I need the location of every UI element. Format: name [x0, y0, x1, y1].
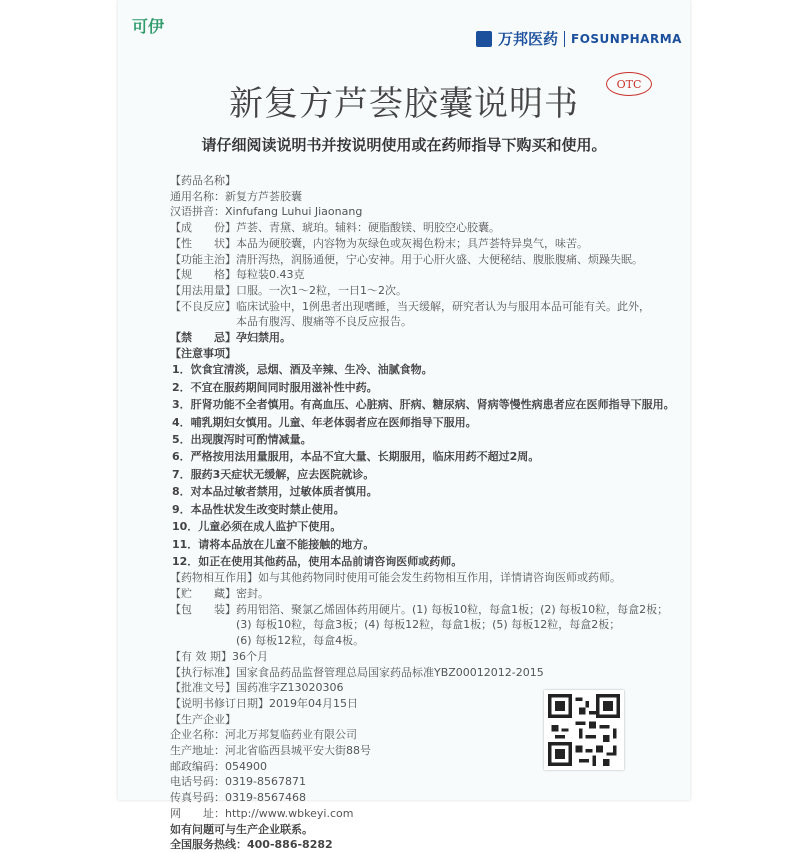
company-address: 生产地址：河北省临西县城平安大街88号 — [170, 744, 371, 758]
list-item: 3．肝肾功能不全者慎用。有高血压、心脏病、肝病、糖尿病、肾病等慢性病患者应在医师指导下服用。 — [172, 398, 675, 412]
list-item: 2．不宜在服药期间同时服用滋补性中药。 — [172, 380, 378, 394]
usage-notice: 请仔细阅读说明书并按说明使用或在药师指导下购买和使用。 — [201, 136, 607, 154]
validity: 【有 效 期】36个月 — [170, 649, 268, 663]
company-name: 企业名称：河北万邦复临药业有限公司 — [170, 728, 357, 742]
brand-name-cn: 万邦医药 — [498, 30, 559, 48]
appearance: 【性 状】本品为硬胶囊，内容物为灰绿色或灰褐色粉末；具芦荟特异臭气，味苦。 — [170, 236, 588, 250]
standard: 【执行标准】国家食品药品监督管理总局国家药品标准YBZ00012012-2015 — [170, 665, 544, 679]
page-title: 新复方芦荟胶囊说明书 — [229, 84, 579, 124]
indications: 【功能主治】清肝泻热，润肠通便，宁心安神。用于心肝火盛、大便秘结、腹胀腹痛、烦躁失眠。 — [170, 252, 643, 266]
list-item: 6．严格按用法用量服用，本品不宜大量、长期服用，临床用药不超过2周。 — [172, 450, 540, 464]
storage: 【贮 藏】密封。 — [170, 587, 269, 601]
approval-number: 【批准文号】国药准字Z13020306 — [170, 681, 344, 695]
website: 网 址：http://www.wbkeyi.com — [170, 806, 354, 820]
package-cont: (3) 每板10粒，每盒3板；(4) 每板12粒，每盒1板；(5) 每板12粒，每盒2板； — [170, 618, 621, 632]
precautions-list — [170, 361, 675, 570]
brand-name-en: FOSUNPHARMA — [571, 31, 682, 46]
fax: 传真号码：0319-8567468 — [170, 791, 306, 805]
drug-name-header: 【药品名称】 — [170, 174, 236, 187]
list-item: 8．对本品过敏者禁用，过敏体质者慎用。 — [172, 485, 378, 499]
pinyin-name: 汉语拼音：Xinfufang Luhui Jiaonang — [170, 205, 363, 219]
precautions-header: 【注意事项】 — [170, 346, 236, 360]
adverse-reactions: 【不良反应】临床试验中，1例患者出现嗜睡，当天缓解，研究者认为与服用本品可能有关。此外， — [170, 299, 650, 313]
package: 【包 装】药用铝箔、聚氯乙烯固体药用硬片。(1) 每板10粒，每盒1板；(2) 每板10粒，每盒2板； — [170, 602, 669, 616]
leaflet-sheet — [118, 0, 690, 852]
postcode: 邮政编码：054900 — [170, 759, 267, 773]
list-item: 10．儿童必须在成人监护下使用。 — [172, 520, 342, 534]
list-item: 1．饮食宜清淡，忌烟、酒及辛辣、生冷、油腻食物。 — [172, 363, 433, 377]
list-item: 4．哺乳期妇女慎用。儿童、年老体弱者应在医师指导下服用。 — [172, 415, 477, 429]
brand-divider — [564, 31, 565, 47]
adverse-reactions-cont: 本品有腹泻、腹痛等不良反应报告。 — [170, 315, 412, 329]
common-name: 通用名称：新复方芦荟胶囊 — [170, 189, 302, 203]
dosage: 【用法用量】口服。一次1～2粒，一日1～2次。 — [170, 283, 407, 297]
qr-code-icon — [544, 690, 624, 770]
brand-logo-right — [476, 28, 682, 49]
manufacturer-header: 【生产企业】 — [170, 712, 236, 726]
revision-date: 【说明书修订日期】2019年04月15日 — [170, 696, 358, 710]
drug-interactions: 【药物相互作用】如与其他药物同时使用可能会发生药物相互作用，详情请咨询医师或药师。 — [170, 571, 621, 585]
contact-note: 如有问题可与生产企业联系。 — [170, 822, 313, 836]
hotline: 全国服务热线：400-886-8282 — [170, 838, 333, 852]
list-item: 11．请将本品放在儿童不能接触的地方。 — [172, 537, 375, 551]
list-item: 12．如正在使用其他药品，使用本品前请咨询医师或药师。 — [172, 554, 463, 568]
list-item: 5．出现腹泻时可酌情减量。 — [172, 433, 312, 447]
ingredients: 【成 份】芦荟、青黛、琥珀。辅料：硬脂酸镁、明胶空心胶囊。 — [170, 221, 500, 235]
package-cont: (6) 每板12粒，每盒4板。 — [170, 634, 365, 648]
phone: 电话号码：0319-8567871 — [170, 775, 306, 789]
specification: 【规 格】每粒装0.43克 — [170, 268, 305, 282]
contraindications: 【禁 忌】孕妇禁用。 — [170, 331, 291, 345]
otc-badge: OTC — [606, 72, 652, 96]
list-item: 9．本品性状发生改变时禁止使用。 — [172, 502, 345, 516]
list-item: 7．服药3天症状无缓解，应去医院就诊。 — [172, 467, 375, 481]
brand-mark-icon — [476, 31, 492, 47]
brand-logo-left: 可伊 — [132, 17, 165, 36]
